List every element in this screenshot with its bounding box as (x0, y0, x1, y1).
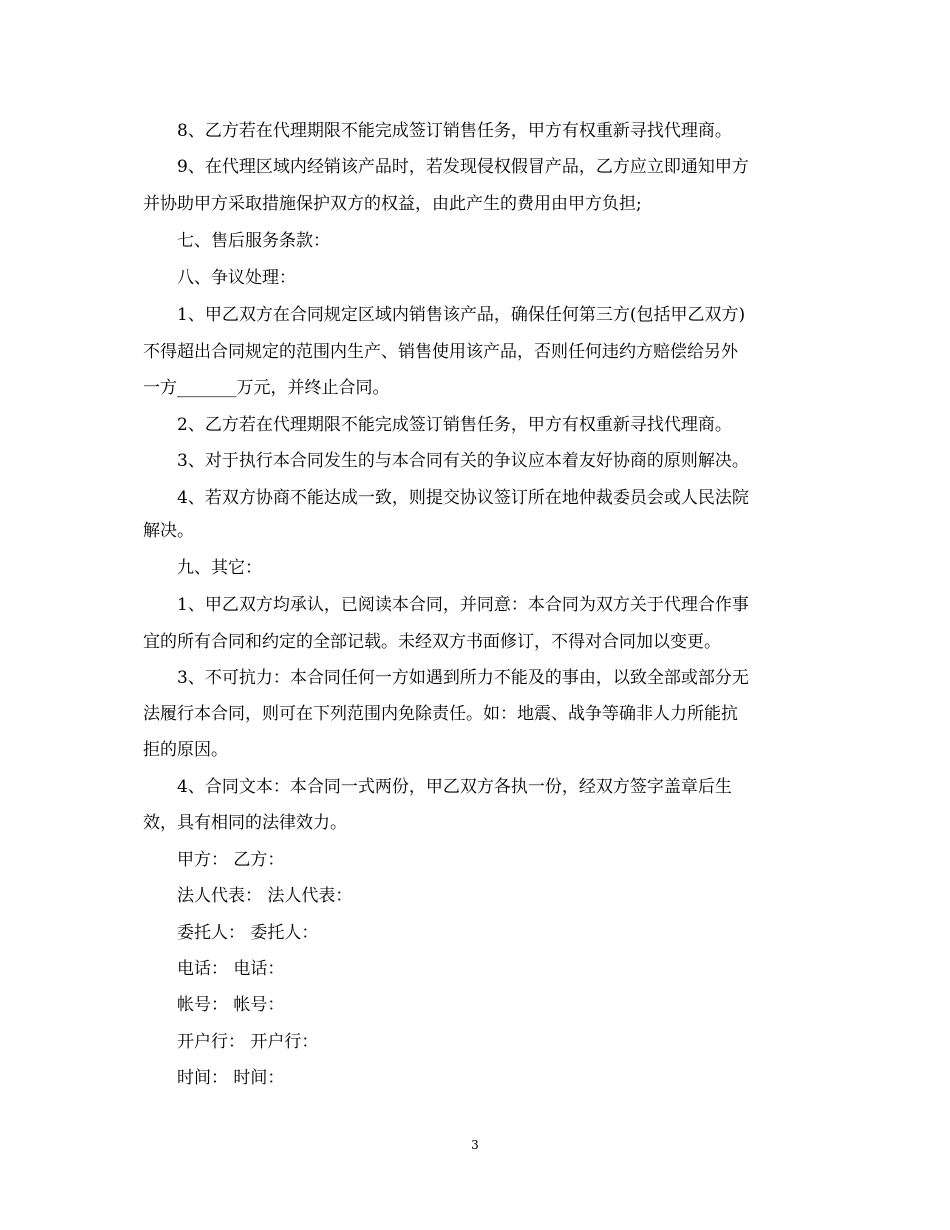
signature-line-party: 甲方： 乙方： (177, 850, 285, 870)
paragraph-line: 3、不可抗力：本合同任何一方如遇到所力不能及的事由，以致全部或部分无 (177, 668, 749, 688)
paragraph-line: 一方_______万元，并终止合同。 (143, 378, 390, 398)
paragraph-line: 2、乙方若在代理期限不能完成签订销售任务，甲方有权重新寻找代理商。 (177, 415, 732, 435)
signature-line-legal-rep: 法人代表： 法人代表： (177, 886, 353, 906)
paragraph-line: 宜的所有合同和约定的全部记载。未经双方书面修订，不得对合同加以变更。 (143, 632, 721, 652)
section-heading: 八、争议处理： (177, 268, 296, 288)
section-heading: 九、其它： (177, 558, 262, 578)
section-heading: 七、售后服务条款： (177, 231, 330, 251)
paragraph-line: 4、合同文本：本合同一式两份，甲乙双方各执一份，经双方签字盖章后生 (177, 777, 732, 797)
signature-line-date: 时间： 时间： (177, 1068, 285, 1088)
paragraph-line: 拒的原因。 (143, 740, 228, 760)
paragraph-line: 3、对于执行本合同发生的与本合同有关的争议应本着友好协商的原则解决。 (177, 451, 749, 471)
signature-line-agent: 委托人： 委托人： (177, 923, 319, 943)
paragraph-line: 8、乙方若在代理期限不能完成签订销售任务，甲方有权重新寻找代理商。 (177, 121, 732, 141)
signature-line-bank: 开户行： 开户行： (177, 1032, 319, 1052)
paragraph-line: 法履行本合同，则可在下列范围内免除责任。如：地震、战争等确非人力所能抗 (143, 704, 738, 724)
paragraph-line: 1、甲乙双方均承认，已阅读本合同，并同意：本合同为双方关于代理合作事 (177, 595, 749, 615)
signature-line-account: 帐号： 帐号： (177, 995, 285, 1015)
paragraph-line: 效，具有相同的法律效力。 (143, 813, 347, 833)
paragraph-line: 4、若双方协商不能达成一致，则提交协议签订所在地仲裁委员会或人民法院 (177, 488, 749, 508)
paragraph-line: 1、甲乙双方在合同规定区域内销售该产品，确保任何第三方(包括甲乙双方) (177, 305, 746, 325)
paragraph-line: 解决。 (143, 521, 194, 541)
paragraph-line: 并协助甲方采取措施保护双方的权益，由此产生的费用由甲方负担; (143, 194, 642, 214)
page-number: 3 (471, 1138, 479, 1152)
paragraph-line: 不得超出合同规定的范围内生产、销售使用该产品，否则任何违约方赔偿给另外 (143, 342, 738, 362)
signature-line-phone: 电话： 电话： (177, 959, 285, 979)
paragraph-line: 9、在代理区域内经销该产品时，若发现侵权假冒产品，乙方应立即通知甲方 (177, 157, 749, 177)
